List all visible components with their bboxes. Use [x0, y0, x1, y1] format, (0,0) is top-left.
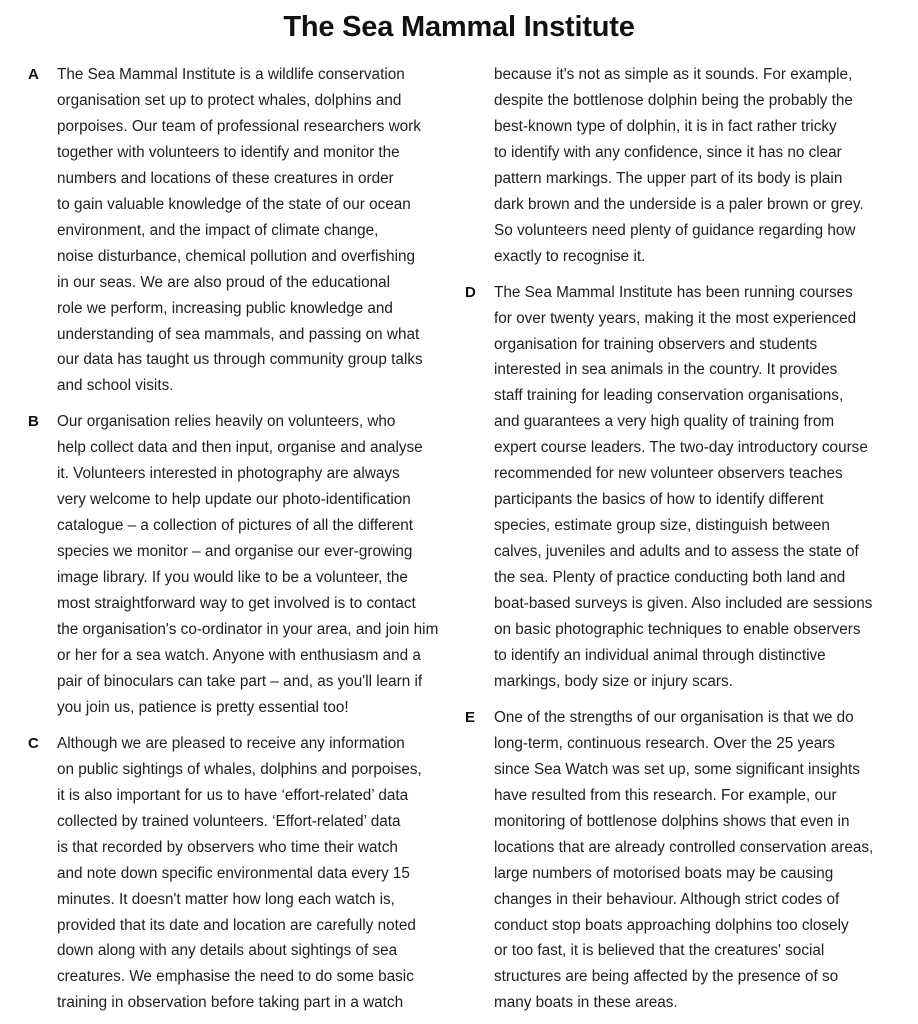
text-line: together with volunteers to identify and monitor the: [57, 143, 400, 161]
text-line: the sea. Plenty of practice conducting both land and: [494, 569, 846, 587]
section-d-text: [494, 280, 895, 695]
text-line: environment, and the impact of climate change,: [57, 221, 379, 239]
text-line: training in observation before taking part in a watch: [57, 994, 404, 1012]
text-line: markings, body size or injury scars.: [494, 672, 733, 690]
section-letter-c: C: [28, 734, 39, 752]
text-line: Although we are pleased to receive any information: [57, 734, 405, 752]
text-line: interested in sea animals in the country. It provides: [494, 361, 838, 379]
text-line: on basic photographic techniques to enable observers: [494, 621, 861, 639]
text-line: One of the strengths of our organisation is that we do: [494, 708, 854, 726]
text-line: understanding of sea mammals, and passing on what: [57, 325, 420, 343]
text-line: collected by trained volunteers. ‘Effort-related’ data: [57, 812, 401, 830]
text-line: or her for a sea watch. Anyone with enthusiasm and a: [57, 646, 421, 664]
text-line: organisation for training observers and students: [494, 335, 818, 353]
text-line: participants the basics of how to identify different: [494, 491, 824, 509]
text-line: and school visits.: [57, 377, 174, 395]
text-line: species we monitor – and organise our ever-growing: [57, 543, 413, 561]
left-column: [28, 62, 448, 1016]
text-line: structures are being affected by the presence of so: [494, 968, 839, 986]
text-line: The Sea Mammal Institute has been running courses: [494, 283, 853, 301]
text-line: minutes. It doesn't matter how long each watch is,: [57, 890, 395, 908]
text-line: provided that its date and location are carefully noted: [57, 916, 416, 934]
text-line: to identify with any confidence, since it has no clear: [494, 143, 842, 161]
text-line: it. Volunteers interested in photography are always: [57, 465, 400, 483]
text-line: our data has taught us through community group talks: [57, 351, 423, 369]
section-c-continued: [465, 62, 895, 270]
text-line: boat-based surveys is given. Also included are sessions: [494, 595, 873, 613]
page-title: The Sea Mammal Institute: [283, 11, 635, 43]
text-line: many boats in these areas.: [494, 994, 678, 1012]
text-line: dark brown and the underside is a paler brown or grey.: [494, 195, 864, 213]
section-letter-b: B: [28, 413, 39, 431]
text-line: to identify an individual animal through distinctive: [494, 646, 826, 664]
text-line: in our seas. We are also proud of the educational: [57, 273, 391, 291]
text-line: species, estimate group size, distinguish between: [494, 517, 830, 535]
text-line: staff training for leading conservation organisations,: [494, 387, 844, 405]
text-line: image library. If you would like to be a volunteer, the: [57, 569, 408, 587]
text-line: for over twenty years, making it the most experienced: [494, 309, 857, 327]
section-b-text: [57, 409, 448, 720]
text-line: on public sightings of whales, dolphins and porpoises,: [57, 760, 422, 778]
text-line: monitoring of bottlenose dolphins shows that even in: [494, 812, 850, 830]
text-line: and note down specific environmental data every 15: [57, 864, 410, 882]
section-a: [28, 62, 448, 399]
text-line: since Sea Watch was set up, some significant insights: [494, 760, 860, 778]
text-line: very welcome to help update our photo-identification: [57, 491, 411, 509]
text-line: help collect data and then input, organise and analyse: [57, 439, 423, 457]
section-e: [465, 705, 895, 1016]
text-line: So volunteers need plenty of guidance regarding how: [494, 221, 856, 239]
section-d: [465, 280, 895, 695]
text-line: long-term, continuous research. Over the 25 years: [494, 734, 835, 752]
right-column: [465, 62, 895, 1016]
text-line: calves, juveniles and adults and to assess the state of: [494, 543, 859, 561]
text-line: Our organisation relies heavily on volunteers, who: [57, 413, 396, 431]
text-line: have resulted from this research. For example, our: [494, 786, 837, 804]
text-line: exactly to recognise it.: [494, 247, 646, 265]
section-c-continued-text: [494, 62, 895, 270]
section-c-text: [57, 731, 448, 1016]
text-line: best-known type of dolphin, it is in fact rather tricky: [494, 117, 837, 135]
section-c: [28, 731, 448, 1016]
text-line: expert course leaders. The two-day introductory course: [494, 439, 868, 457]
text-line: most straightforward way to get involved is to contact: [57, 595, 416, 613]
text-line: organisation set up to protect whales, dolphins and: [57, 91, 402, 109]
text-line: to gain valuable knowledge of the state of our ocean: [57, 195, 411, 213]
text-line: you join us, patience is pretty essential too!: [57, 698, 349, 716]
text-line: changes in their behaviour. Although strict codes of: [494, 890, 840, 908]
text-line: pair of binoculars can take part – and, as you'll learn if: [57, 672, 423, 690]
text-line: locations that are already controlled conservation areas,: [494, 838, 874, 856]
section-e-text: [494, 705, 895, 1016]
text-line: is that recorded by observers who time their watch: [57, 838, 398, 856]
text-line: conduct stop boats approaching dolphins too closely: [494, 916, 849, 934]
text-line: or too fast, it is believed that the creatures' social: [494, 942, 825, 960]
text-line: noise disturbance, chemical pollution and overfishing: [57, 247, 415, 265]
text-line: and guarantees a very high quality of training from: [494, 413, 835, 431]
section-a-text: [57, 62, 448, 399]
text-line: role we perform, increasing public knowledge and: [57, 299, 393, 317]
text-line: catalogue – a collection of pictures of all the different: [57, 517, 414, 535]
text-line: creatures. We emphasise the need to do some basic: [57, 968, 414, 986]
section-b: [28, 409, 448, 720]
text-line: porpoises. Our team of professional researchers work: [57, 117, 421, 135]
text-line: pattern markings. The upper part of its body is plain: [494, 169, 843, 187]
text-line: numbers and locations of these creatures in order: [57, 169, 394, 187]
text-line: the organisation's co-ordinator in your area, and join him: [57, 621, 439, 639]
text-line: despite the bottlenose dolphin being the probably the: [494, 91, 853, 109]
text-line: recommended for new volunteer observers teaches: [494, 465, 843, 483]
text-line: it is also important for us to have ‘effort-related’ data: [57, 786, 409, 804]
section-letter-a: A: [28, 66, 39, 83]
text-line: large numbers of motorised boats may be causing: [494, 864, 834, 882]
text-line: because it's not as simple as it sounds. For example,: [494, 66, 853, 83]
text-line: The Sea Mammal Institute is a wildlife conservation: [57, 66, 405, 83]
section-letter-d: D: [465, 283, 476, 301]
section-letter-e: E: [465, 708, 476, 726]
text-line: down along with any details about sightings of sea: [57, 942, 398, 960]
